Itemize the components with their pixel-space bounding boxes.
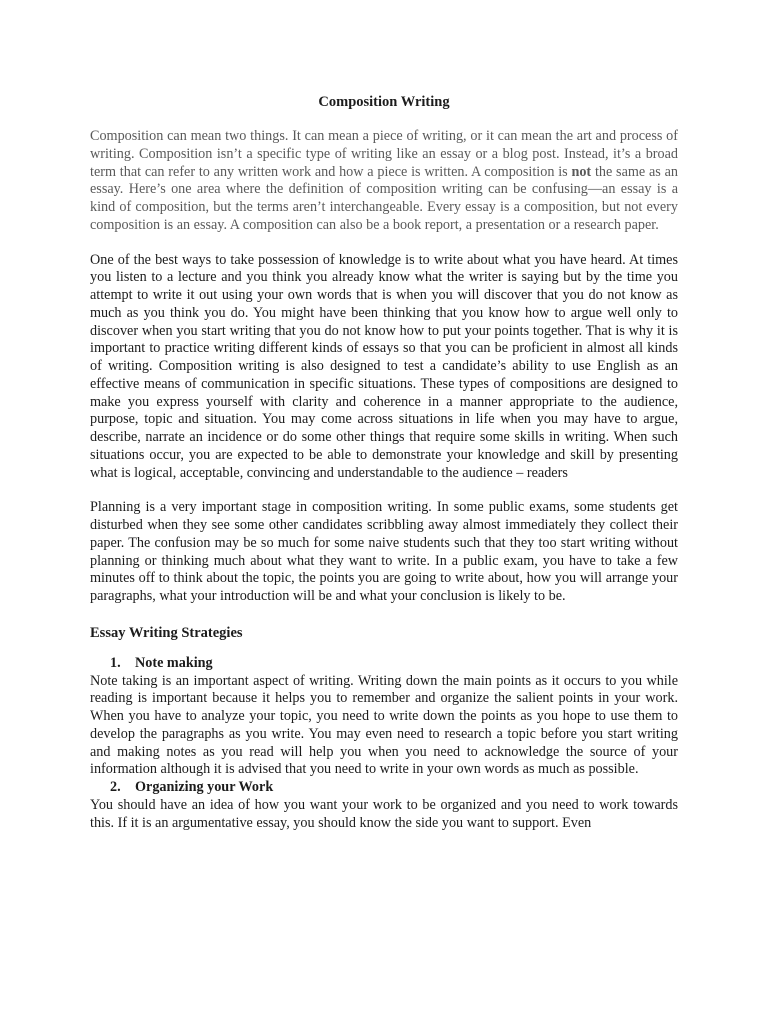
document-title: Composition Writing	[318, 94, 450, 110]
list-item-heading-note-making	[110, 655, 678, 673]
paragraph-definition-text-1: Composition can mean two things. It can mean a piece of writing, or it can mean the art and process of writing. Composition isn’t a specific type of writing like an essay or a blog post. Instead, it’s a broad term that can refer to any written work and how a piece is written. A composition is	[90, 128, 678, 180]
list-item-body-note-making: Note taking is an important aspect of writing. Writing down the main points as it occurs to you while reading is important because it helps you to remember and organize the salient points in your work. When you have to analyze your topic, you need to write down the points as you hope to use them to develop the paragraphs as you write. You may even need to research a topic before you start writing and making notes as you read will help you when you need to acknowledge the source of your information although it is advised that you need to write in your own words as much as possible.	[90, 672, 678, 778]
emphasis-not: not	[571, 163, 592, 180]
list-item-number: 2.	[110, 779, 121, 795]
list-item-body-organizing: You should have an idea of how you want your work to be organized and you need to work towards this. If it is an argumentative essay, you should know the side you want to support. Even	[90, 796, 678, 831]
paragraph-definition	[90, 128, 678, 235]
list-item-title: Note making	[135, 654, 213, 671]
paragraph-knowledge: One of the best ways to take possession of knowledge is to write about what you have heard. At times you listen to a lecture and you think you already know what the writer is saying but by the time you attempt to write it out using your own words that is when you will discover that you do not know as much as you think you do. You might have been thinking that you know how to argue well only to discover when you start writing that you do not know how to put your points together. That is why it is important to practice writing different kinds of essays so that you can be proficient in almost all kinds of writing. Composition writing is also designed to test a candidate’s ability to use English as an effective means of communication in specific situations. These types of compositions are designed to make you express yourself with clarity and coherence in a manner appropriate to the audience, purpose, topic and situation. You may come across situations in life when you may have to argue, describe, narrate an incidence or do some other things that require some skills in writing. When such situations occur, you are expected to be able to demonstrate your knowledge and skill by presenting what is logical, acceptable, convincing and understandable to the audience – readers	[90, 251, 678, 481]
paragraph-definition-text-2: the same as an essay. Here’s one area where the definition of composition writing can be confusing—an essay is a kind of composition, but the terms aren’t interchangeable. Every essay is a composition, but not every composition is an essay. A composition can also be a book report, a presentation or a research paper.	[90, 163, 678, 233]
list-item-heading-organizing	[110, 779, 678, 797]
document-page	[90, 93, 678, 832]
paragraph-planning: Planning is a very important stage in composition writing. In some public exams, some students get disturbed when they see some other candidates scribbling away almost immediately they collect their paper. The confusion may be so much for some naive students such that they too start writing without planning or thinking much about what they want to write. In a public exam, you have to take a few minutes off to think about the topic, the points you are going to write about, how you will arrange your paragraphs, what your introduction will be and what your conclusion is likely to be.	[90, 499, 678, 604]
list-item-number: 1.	[110, 654, 121, 671]
section-heading-strategies: Essay Writing Strategies	[90, 624, 243, 641]
list-item-title: Organizing your Work	[135, 779, 274, 795]
